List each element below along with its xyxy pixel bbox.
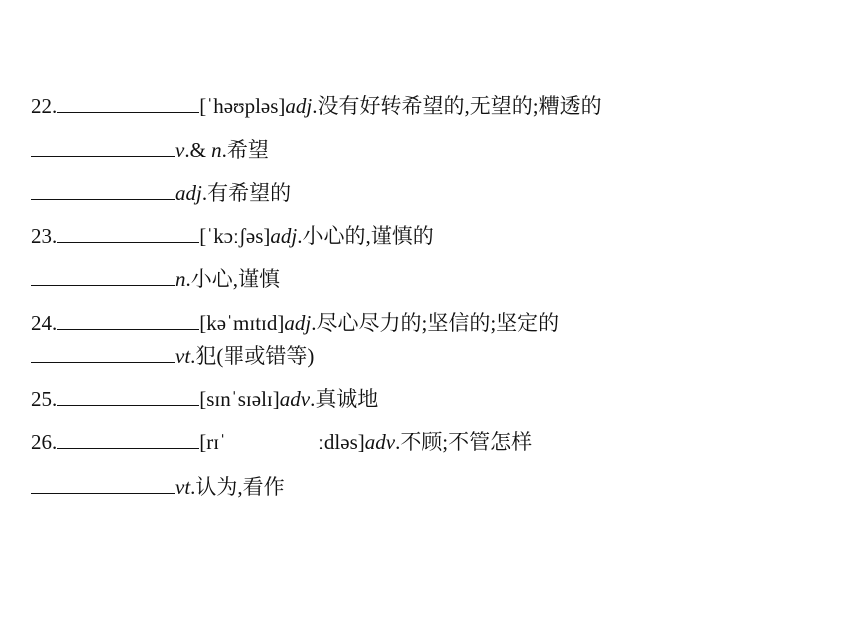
vocab-line-23-derivative [31,265,280,293]
item-number: 22. [31,94,58,118]
definition: .不顾;不管怎样 [395,430,533,454]
part-of-speech: adj [270,224,298,248]
definition: .小心,谨慎 [185,267,280,291]
answer-blank[interactable] [57,222,199,243]
part-of-speech: adv [364,430,396,454]
vocab-line-22-derivative-2 [31,179,291,207]
pronunciation: [kəˈmɪtɪd] [199,311,285,335]
pronunciation: [sɪnˈsɪəlɪ] [199,387,280,411]
answer-blank[interactable] [31,265,175,286]
vocab-line-26 [31,428,532,456]
vocab-line-26-derivative [31,473,285,501]
item-number: 23. [31,224,58,248]
pronunciation-end: ːdləs] [318,430,365,454]
part-of-speech: adv [279,387,311,411]
answer-blank[interactable] [31,342,175,363]
answer-blank[interactable] [57,385,199,406]
definition: .犯(罪或错等) [190,344,315,368]
vocab-line-23 [31,222,434,250]
part-of-speech: adj [284,311,312,335]
vocab-line-24-derivative [31,342,314,370]
definition: .尽心尽力的;坚信的;坚定的 [311,311,560,335]
part-of-speech: adj [285,94,313,118]
answer-blank[interactable] [31,136,175,157]
part-of-speech: n [211,138,222,162]
pronunciation-start: [rɪˈ [199,430,227,454]
item-number: 24. [31,311,58,335]
part-of-speech: vt [175,475,191,499]
definition: .& [184,138,212,162]
answer-blank[interactable] [57,92,199,113]
pronunciation: [ˈkɔːʃəs] [199,224,271,248]
definition: .认为,看作 [190,475,285,499]
answer-blank[interactable] [31,473,175,494]
pronunciation: [ˈhəʊpləs] [199,94,286,118]
part-of-speech: v [175,138,185,162]
definition: .希望 [221,138,269,162]
vocab-line-24 [31,309,559,337]
item-number: 26. [31,430,58,454]
part-of-speech: n [175,267,186,291]
definition: .真诚地 [310,387,379,411]
answer-blank[interactable] [57,428,199,449]
answer-blank[interactable] [57,309,199,330]
part-of-speech: adj [175,181,202,205]
definition: .没有好转希望的,无望的;糟透的 [312,94,602,118]
definition: .小心的,谨慎的 [297,224,434,248]
part-of-speech: vt [175,344,191,368]
vocab-line-22-derivative-1 [31,136,269,164]
answer-blank[interactable] [31,179,175,200]
definition: .有希望的 [201,181,292,205]
vocab-line-22 [31,92,602,120]
item-number: 25. [31,387,58,411]
vocab-line-25 [31,385,378,413]
